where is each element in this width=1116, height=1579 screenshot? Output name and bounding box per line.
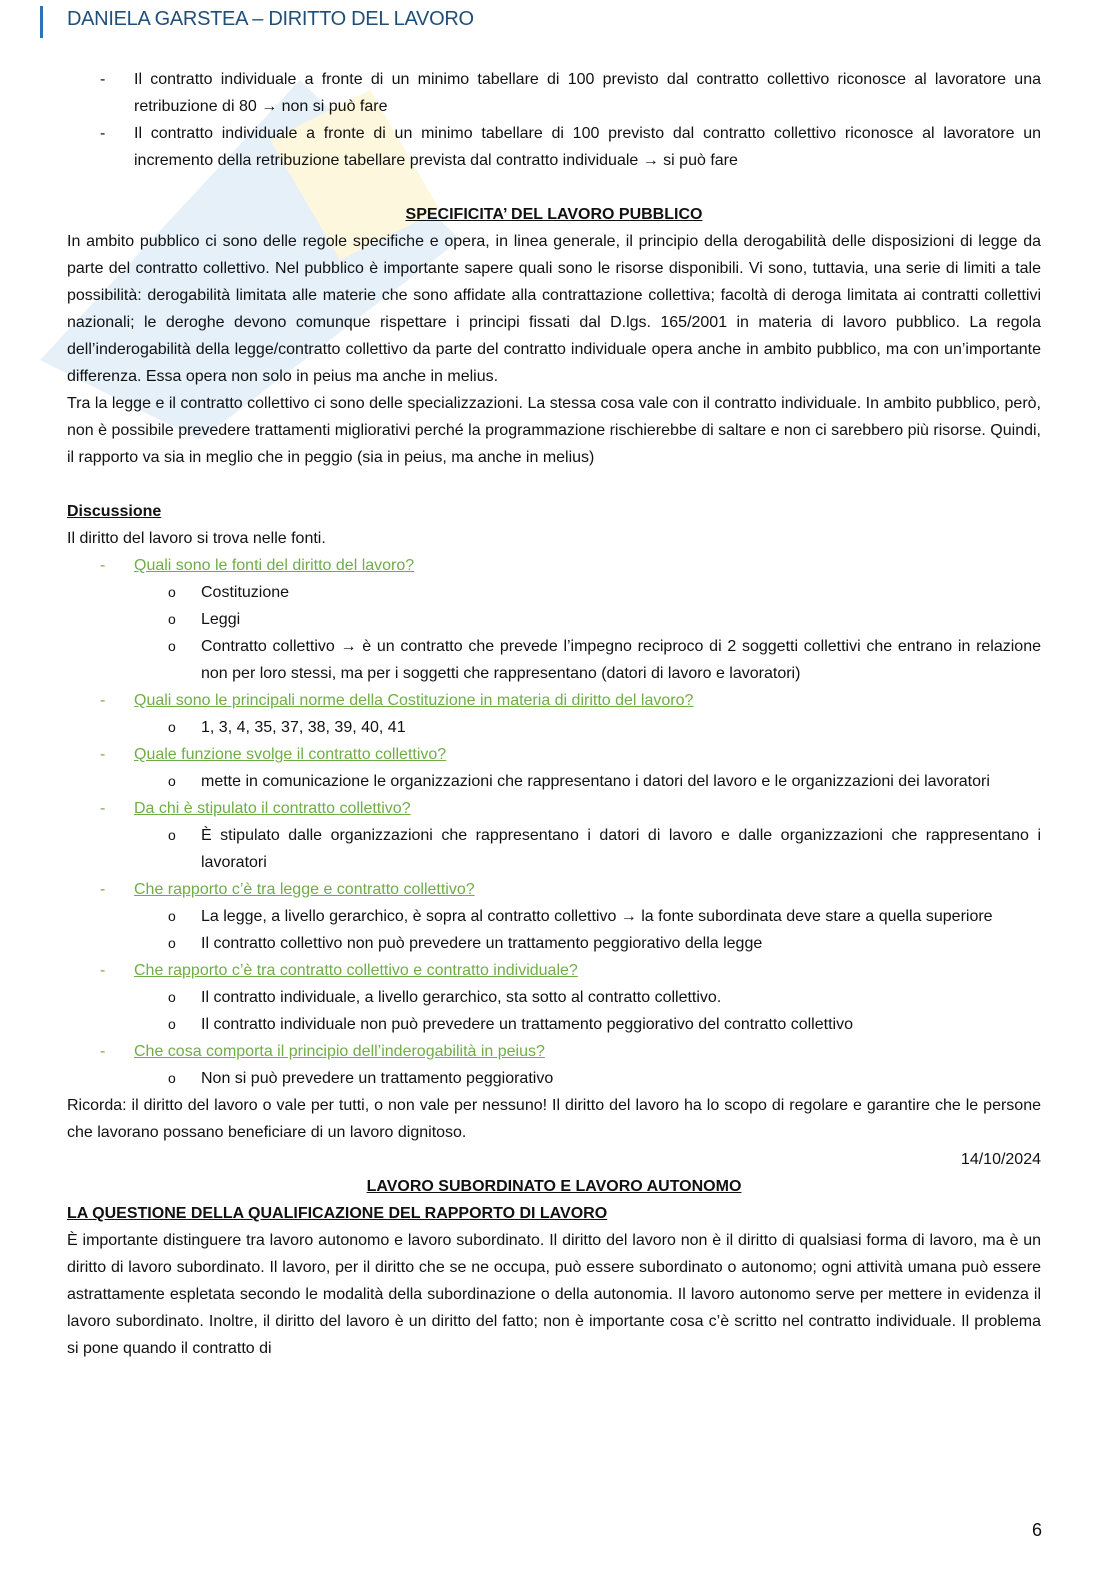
discussion-question[interactable] xyxy=(67,552,1041,579)
discussion-heading: Discussione xyxy=(67,503,162,520)
list-item: - Il contratto individuale a fronte di un minimo tabellare di 100 previsto dal contratto collettivo riconosce al lavoratore un incremento della retribuzione tabellare prevista dal contratto individuale → si può fare xyxy=(67,120,1041,174)
document-header: DANIELA GARSTEA – DIRITTO DEL LAVORO xyxy=(67,8,474,30)
discussion-question[interactable] xyxy=(67,687,1041,714)
discussion-question[interactable] xyxy=(67,876,1041,903)
page-number: 6 xyxy=(1031,1520,1042,1540)
answer-item: o mette in comunicazione le organizzazioni che rappresentano i datori del lavoro e le organizzazioni dei lavoratori xyxy=(67,768,1041,795)
discussion-question[interactable] xyxy=(67,741,1041,768)
question-link[interactable]: Che rapporto c’è tra legge e contratto collettivo? xyxy=(134,881,475,898)
paragraph: In ambito pubblico ci sono delle regole specifiche e opera, in linea generale, il principio della derogabilità delle disposizioni di legge da parte del contratto collettivo. Nel pubblico è importante sapere quali sono le risorse disponibili. Vi sono, tuttavia, una serie di limiti a tale possibilità: derogabilità limitata alle materie che sono affidate alla contrattazione collettiva; facoltà di deroga limitata ai contratti collettivi nazionali; le deroghe devono comunque rispettare i principi fissati dal D.lgs. 165/2001 in materia di lavoro pubblico. La regola dell’inderogabilità della legge/contratto collettivo da parte del contratto individuale opera anche in ambito pubblico, ma con un’importante differenza. Essa opera non solo in peius ma anche in melius. xyxy=(67,233,1041,385)
section-subheading: LA QUESTIONE DELLA QUALIFICAZIONE DEL RAPPORTO DI LAVORO xyxy=(67,1205,608,1222)
question-link[interactable]: Da chi è stipulato il contratto collettivo? xyxy=(134,800,411,817)
answer-item: o Contratto collettivo → è un contratto che prevede l’impegno reciproco di 2 soggetti collettivi che entrano in relazione non per loro stessi, ma per i soggetti che rappresentano (datori di lavoro e lavoratori) xyxy=(67,633,1041,687)
section-heading: LAVORO SUBORDINATO E LAVORO AUTONOMO xyxy=(366,1178,742,1195)
answer-item: o 1, 3, 4, 35, 37, 38, 39, 40, 41 xyxy=(67,714,1041,741)
answer-item: o Il contratto individuale, a livello gerarchico, sta sotto al contratto collettivo. xyxy=(67,984,1041,1011)
question-list xyxy=(67,552,1041,1092)
section-heading: SPECIFICITA’ DEL LAVORO PUBBLICO xyxy=(405,206,703,223)
discussion-question[interactable] xyxy=(67,1038,1041,1065)
answer-item: o Il contratto individuale non può prevedere un trattamento peggiorativo del contratto collettivo xyxy=(67,1011,1041,1038)
question-link[interactable]: Che rapporto c’è tra contratto collettivo e contratto individuale? xyxy=(134,962,578,979)
question-link[interactable]: Che cosa comporta il principio dell’inderogabilità in peius? xyxy=(134,1043,545,1060)
question-link[interactable]: Quali sono le principali norme della Costituzione in materia di diritto del lavoro? xyxy=(134,692,694,709)
answer-item: o Non si può prevedere un trattamento peggiorativo xyxy=(67,1065,1041,1092)
reminder-paragraph: Ricorda: il diritto del lavoro o vale per tutti, o non vale per nessuno! Il diritto del lavoro ha lo scopo di regolare e garantire che le persone che lavorano possano beneficiare di un lavoro dignitoso. xyxy=(67,1097,1041,1141)
question-link[interactable]: Quale funzione svolge il contratto collettivo? xyxy=(134,746,447,763)
page-body xyxy=(67,66,1041,1362)
list-item: - Il contratto individuale a fronte di un minimo tabellare di 100 previsto dal contratto collettivo riconosce al lavoratore una retribuzione di 80 → non si può fare xyxy=(67,66,1041,120)
question-link[interactable]: Quali sono le fonti del diritto del lavoro? xyxy=(134,557,415,574)
answer-item: o La legge, a livello gerarchico, è sopra al contratto collettivo → la fonte subordinata deve stare a quella superiore xyxy=(67,903,1041,930)
discussion-question[interactable] xyxy=(67,795,1041,822)
answer-item: o È stipulato dalle organizzazioni che rappresentano i datori di lavoro e dalle organizzazioni che rappresentano i lavoratori xyxy=(67,822,1041,876)
discussion-question[interactable] xyxy=(67,957,1041,984)
answer-item: o Il contratto collettivo non può prevedere un trattamento peggiorativo della legge xyxy=(67,930,1041,957)
answer-item: o Leggi xyxy=(67,606,1041,633)
date-label: 14/10/2024 xyxy=(960,1151,1041,1168)
paragraph: Il diritto del lavoro si trova nelle fonti. xyxy=(67,530,326,547)
header-accent-bar xyxy=(40,6,43,38)
paragraph: Tra la legge e il contratto collettivo ci sono delle specializzazioni. La stessa cosa vale con il contratto individuale. In ambito pubblico, però, non è possibile prevedere trattamenti migliorativi perché la programmazione rischierebbe di saltare e non ci sarebbero più risorse. Quindi, il rapporto va sia in meglio che in peggio (sia in peius, ma anche in melius) xyxy=(67,395,1041,466)
answer-item: o Costituzione xyxy=(67,579,1041,606)
paragraph: È importante distinguere tra lavoro autonomo e lavoro subordinato. Il diritto del lavoro non è il diritto di qualsiasi forma di lavoro, ma è un diritto di lavoro subordinato. Il lavoro, per il diritto che se ne occupa, può essere subordinato o autonomo; ogni attività umana può essere astrattamente espletata secondo le modalità della subordinazione o della autonomia. Il lavoro autonomo serve per mettere in evidenza il lavoro subordinato. Inoltre, il diritto del lavoro è un diritto del fatto; non è importante cosa c’è scritto nel contratto individuale. Il problema si pone quando il contratto di xyxy=(67,1232,1041,1357)
